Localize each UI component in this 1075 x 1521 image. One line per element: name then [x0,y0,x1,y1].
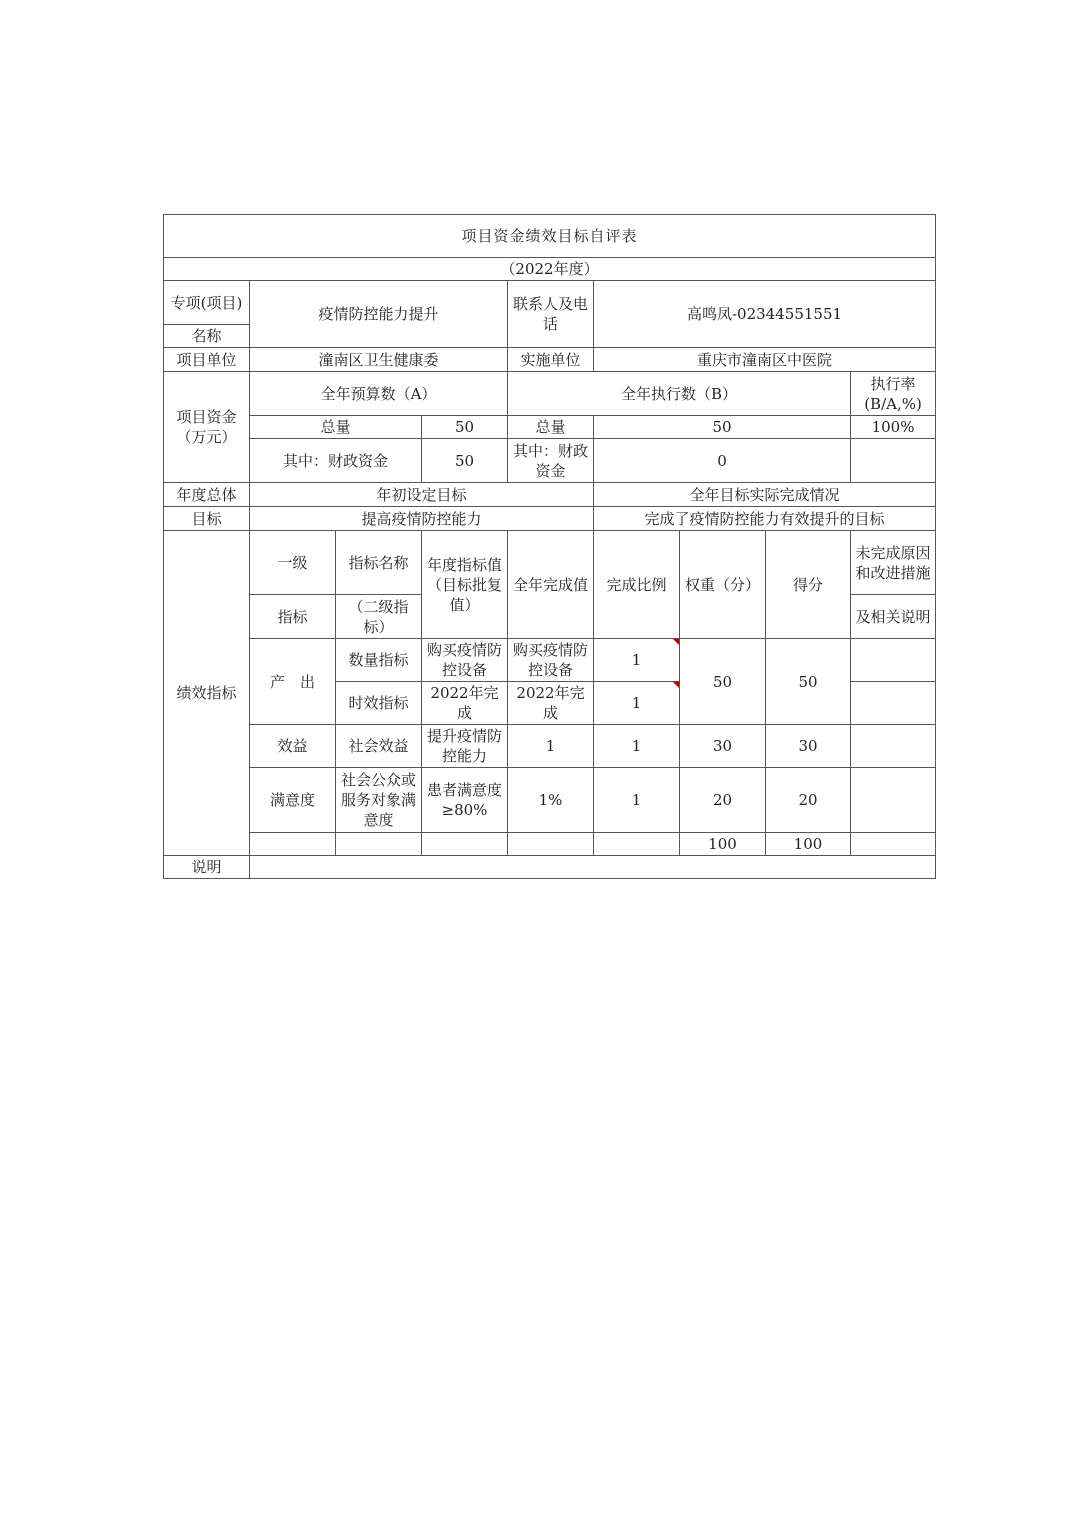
ind-name-header-2: （二级指标） [336,595,422,639]
total-score: 100 [766,833,851,856]
impl-unit-label: 实施单位 [508,348,594,372]
project-unit-value: 潼南区卫生健康委 [250,348,508,372]
complete-value-header: 全年完成值 [508,531,594,639]
actual-goal-value: 完成了疫情防控能力有效提升的目标 [594,507,936,531]
budget-total-label: 总量 [250,416,422,439]
annual-overall-label: 年度总体 [164,483,250,507]
output-name-2: 时效指标 [336,682,422,725]
ratio-text: 1 [631,694,642,712]
total-empty-4 [508,833,594,856]
satisfaction-weight: 20 [680,768,766,833]
funds-label: 项目资金（万元） [164,372,250,483]
satisfaction-ratio: 1 [594,768,680,833]
benefit-actual: 1 [508,725,594,768]
reason-header: 未完成原因和改进措施 [851,531,936,595]
output-level1: 产 出 [250,639,336,725]
exec-rate-value: 100% [851,416,936,439]
benefit-ratio: 1 [594,725,680,768]
output-reason-1 [851,639,936,682]
contact-label: 联系人及电话 [508,281,594,348]
benefit-weight: 30 [680,725,766,768]
exec-total-value: 50 [594,416,851,439]
benefit-reason [851,725,936,768]
benefit-name: 社会效益 [336,725,422,768]
satisfaction-level1: 满意度 [250,768,336,833]
level1-header: 一级 [250,531,336,595]
output-score: 50 [766,639,851,725]
year-label: （2022年度） [164,258,936,281]
total-empty-3 [422,833,508,856]
satisfaction-name: 社会公众或服务对象满意度 [336,768,422,833]
project-name-value: 疫情防控能力提升 [250,281,508,348]
output-ratio-1 [594,639,680,682]
annual-value-header: 年度指标值（目标批复值） [422,531,508,639]
output-reason-2 [851,682,936,725]
total-weight: 100 [680,833,766,856]
weight-header: 权重（分） [680,531,766,639]
satisfaction-reason [851,768,936,833]
satisfaction-actual: 1% [508,768,594,833]
benefit-target: 提升疫情防控能力 [422,725,508,768]
satisfaction-target: 患者满意度≥80% [422,768,508,833]
initial-goal-value: 提高疫情防控能力 [250,507,594,531]
budget-fiscal-label: 其中：财政资金 [250,439,422,483]
contact-value: 高鸣凤-02344551551 [594,281,936,348]
project-name-label-2: 名称 [164,325,250,348]
actual-goal-header: 全年目标实际完成情况 [594,483,936,507]
benefit-level1: 效益 [250,725,336,768]
score-header: 得分 [766,531,851,639]
satisfaction-score: 20 [766,768,851,833]
exec-rate-empty [851,439,936,483]
impl-unit-value: 重庆市潼南区中医院 [594,348,936,372]
form-title: 项目资金绩效目标自评表 [164,215,936,258]
output-target-1: 购买疫情防控设备 [422,639,508,682]
level1-header-2: 指标 [250,595,336,639]
output-target-2: 2022年完成 [422,682,508,725]
total-empty-1 [250,833,336,856]
reason-header-2: 及相关说明 [851,595,936,639]
budget-header: 全年预算数（A） [250,372,508,416]
total-empty-5 [594,833,680,856]
budget-total-value: 50 [422,416,508,439]
executed-header: 全年执行数（B） [508,372,851,416]
project-unit-label: 项目单位 [164,348,250,372]
output-name-1: 数量指标 [336,639,422,682]
ind-name-header: 指标名称 [336,531,422,595]
explain-value [250,856,936,879]
exec-total-label: 总量 [508,416,594,439]
output-actual-2: 2022年完成 [508,682,594,725]
comment-marker-icon [673,682,679,688]
complete-ratio-header: 完成比例 [594,531,680,639]
exec-fiscal-label: 其中：财政资金 [508,439,594,483]
explain-label: 说明 [164,856,250,879]
evaluation-table [163,214,936,879]
total-empty-6 [851,833,936,856]
ratio-text: 1 [631,651,642,669]
budget-fiscal-value: 50 [422,439,508,483]
exec-rate-header: 执行率(B/A,%) [851,372,936,416]
output-actual-1: 购买疫情防控设备 [508,639,594,682]
perf-indicators-label: 绩效指标 [164,531,250,856]
benefit-score: 30 [766,725,851,768]
total-empty-2 [336,833,422,856]
self-evaluation-form [163,214,935,885]
comment-marker-icon [673,639,679,645]
exec-fiscal-value: 0 [594,439,851,483]
goal-label: 目标 [164,507,250,531]
initial-goal-header: 年初设定目标 [250,483,594,507]
output-ratio-2 [594,682,680,725]
output-weight: 50 [680,639,766,725]
project-name-label: 专项(项目) [164,281,250,325]
